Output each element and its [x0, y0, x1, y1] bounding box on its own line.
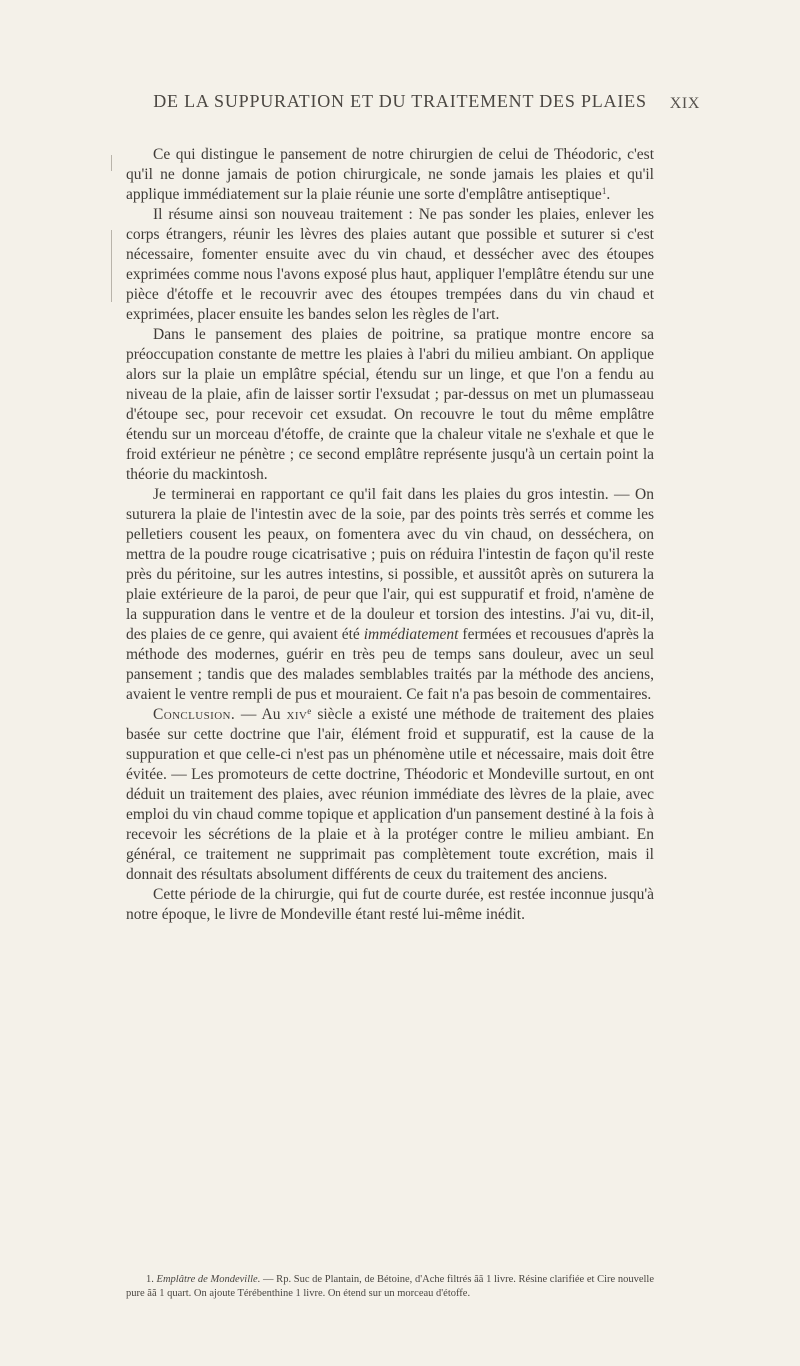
- paragraph: Il résume ainsi son nouveau traitement : Ne pas sonder les plaies, enlever les corps étrangers, réunir les lèvres des plaies autant que possible et suturer si c'est nécessaire, fomenter ensuite avec du vin chaud, et dessécher avec des étoupes exprimées comme nous l'avons exposé plus haut, appliquer l'emplâtre étendu sur une pièce d'étoffe et le recouvrir avec des étoupes trempées dans du vin chaud et exprimées, placer ensuite les bandes selon les règles de l'art.: [126, 206, 654, 323]
- footnote-number: 1.: [146, 1274, 154, 1285]
- paragraph-text: .: [606, 186, 611, 203]
- body-text: [126, 145, 654, 925]
- paragraph: Cette période de la chirurgie, qui fut de courte durée, est restée inconnue jusqu'à notre époque, le livre de Mondeville étant resté lui-même inédit.: [126, 886, 654, 923]
- paragraph: Dans le pansement des plaies de poitrine, sa pratique montre encore sa préoccupation constante de mettre les plaies à l'abri du milieu ambiant. On applique alors sur la plaie un emplâtre spécial, étendu sur un linge, et que l'on a fendu au niveau de la plaie, afin de laisser sortir l'exsudat ; par-dessus on met un plumasseau d'étoupe sec, pour recevoir cet exsudat. On recouvre le tout du même emplâtre étendu sur un morceau d'étoffe, de crainte que la chaleur vitale ne s'exhale et que le froid extérieur ne pénètre ; ce second emplâtre représente jusqu'à un certain point la théorie du mackintosh.: [126, 326, 654, 483]
- emphasis: immédiatement: [363, 626, 459, 643]
- century-numeral: xiv: [286, 706, 308, 723]
- paragraph-text: . — Au: [230, 706, 281, 723]
- footnote-text: — Rp. Suc de Plantain, de Bétoine, d'Ache filtrés ãã 1 livre. Résine clarifiée et Cire nouvelle pure ãã 1 quart. On ajoute Térébenthine 1 livre. On étend sur un morceau d'étoffe.: [126, 1274, 654, 1299]
- running-title: DE LA SUPPURATION ET DU TRAITEMENT DES PLAIES: [153, 91, 647, 111]
- margin-mark: [111, 230, 112, 302]
- section-label: Conclusion: [153, 706, 231, 723]
- footnote-ref[interactable]: 1: [601, 186, 607, 196]
- century-suffix: e: [307, 706, 312, 716]
- paragraph-text: fermées et recousues d'après la méthode des modernes, guérir en très peu de temps sans douleur, avec un seul pansement ; tandis que des malades semblables traités par la méthode des anciens, avaient le ventre rempli de pus et mouraient. Ce fait n'a pas besoin de commentaires.: [126, 626, 654, 703]
- paragraph: [126, 705, 654, 885]
- footnote-title: Emplâtre de Mondeville.: [156, 1274, 261, 1285]
- paragraph: [126, 145, 654, 205]
- paragraph-text: Ce qui distingue le pansement de notre chirurgien de celui de Théodoric, c'est qu'il ne donne jamais de potion chirurgicale, ne sonde jamais les plaies et qu'il applique immédiatement sur la plaie réunie une sorte d'emplâtre antiseptique: [126, 146, 654, 203]
- page-number: XIX: [669, 95, 700, 112]
- paragraph-text: Je terminerai en rapportant ce qu'il fait dans les plaies du gros intestin. — On suturera la plaie de l'intestin avec de la soie, par des points très serrés et comme les pelletiers cousent les peaux, on fomentera avec du vin chaud, on desséchera, on mettra de la poudre rouge cicatrisative ; puis on réduira l'intestin de façon qu'il reste près du péritoine, sur les autres intestins, si possible, et aussitôt après on suturera la plaie extérieure de la paroi, de peur que l'air, qui est suppuratif et froid, n'amène de la suppuration dans le ventre et de la douleur et torsion des intestins. J'ai vu, dit-il, des plaies de ce genre, qui avaient été: [126, 486, 654, 643]
- footnote-paragraph: [126, 1273, 654, 1301]
- running-head: [0, 91, 800, 121]
- paragraph: [126, 485, 654, 705]
- paragraph-text: siècle a existé une méthode de traitement des plaies basée sur cette doctrine que l'air, élément froid et suppuratif, est la cause de la suppuration et que celle-ci n'est pas un phénomène utile et nécessaire, mais doit être évitée. — Les promoteurs de cette doctrine, Théodoric et Mondeville surtout, en ont déduit un traitement des plaies, avec réunion immédiate des lèvres de la plaie, avec emploi du vin chaud comme topique et application d'un pansement destiné à la fois à recevoir les sécrétions de la plaie et à la protéger contre le milieu ambiant. En général, ce traitement ne supprimait pas complètement toute excrétion, mais il donnait des résultats absolument différents de ceux du traitement des anciens.: [126, 706, 654, 883]
- margin-mark: [111, 155, 112, 171]
- footnote: [126, 1273, 654, 1301]
